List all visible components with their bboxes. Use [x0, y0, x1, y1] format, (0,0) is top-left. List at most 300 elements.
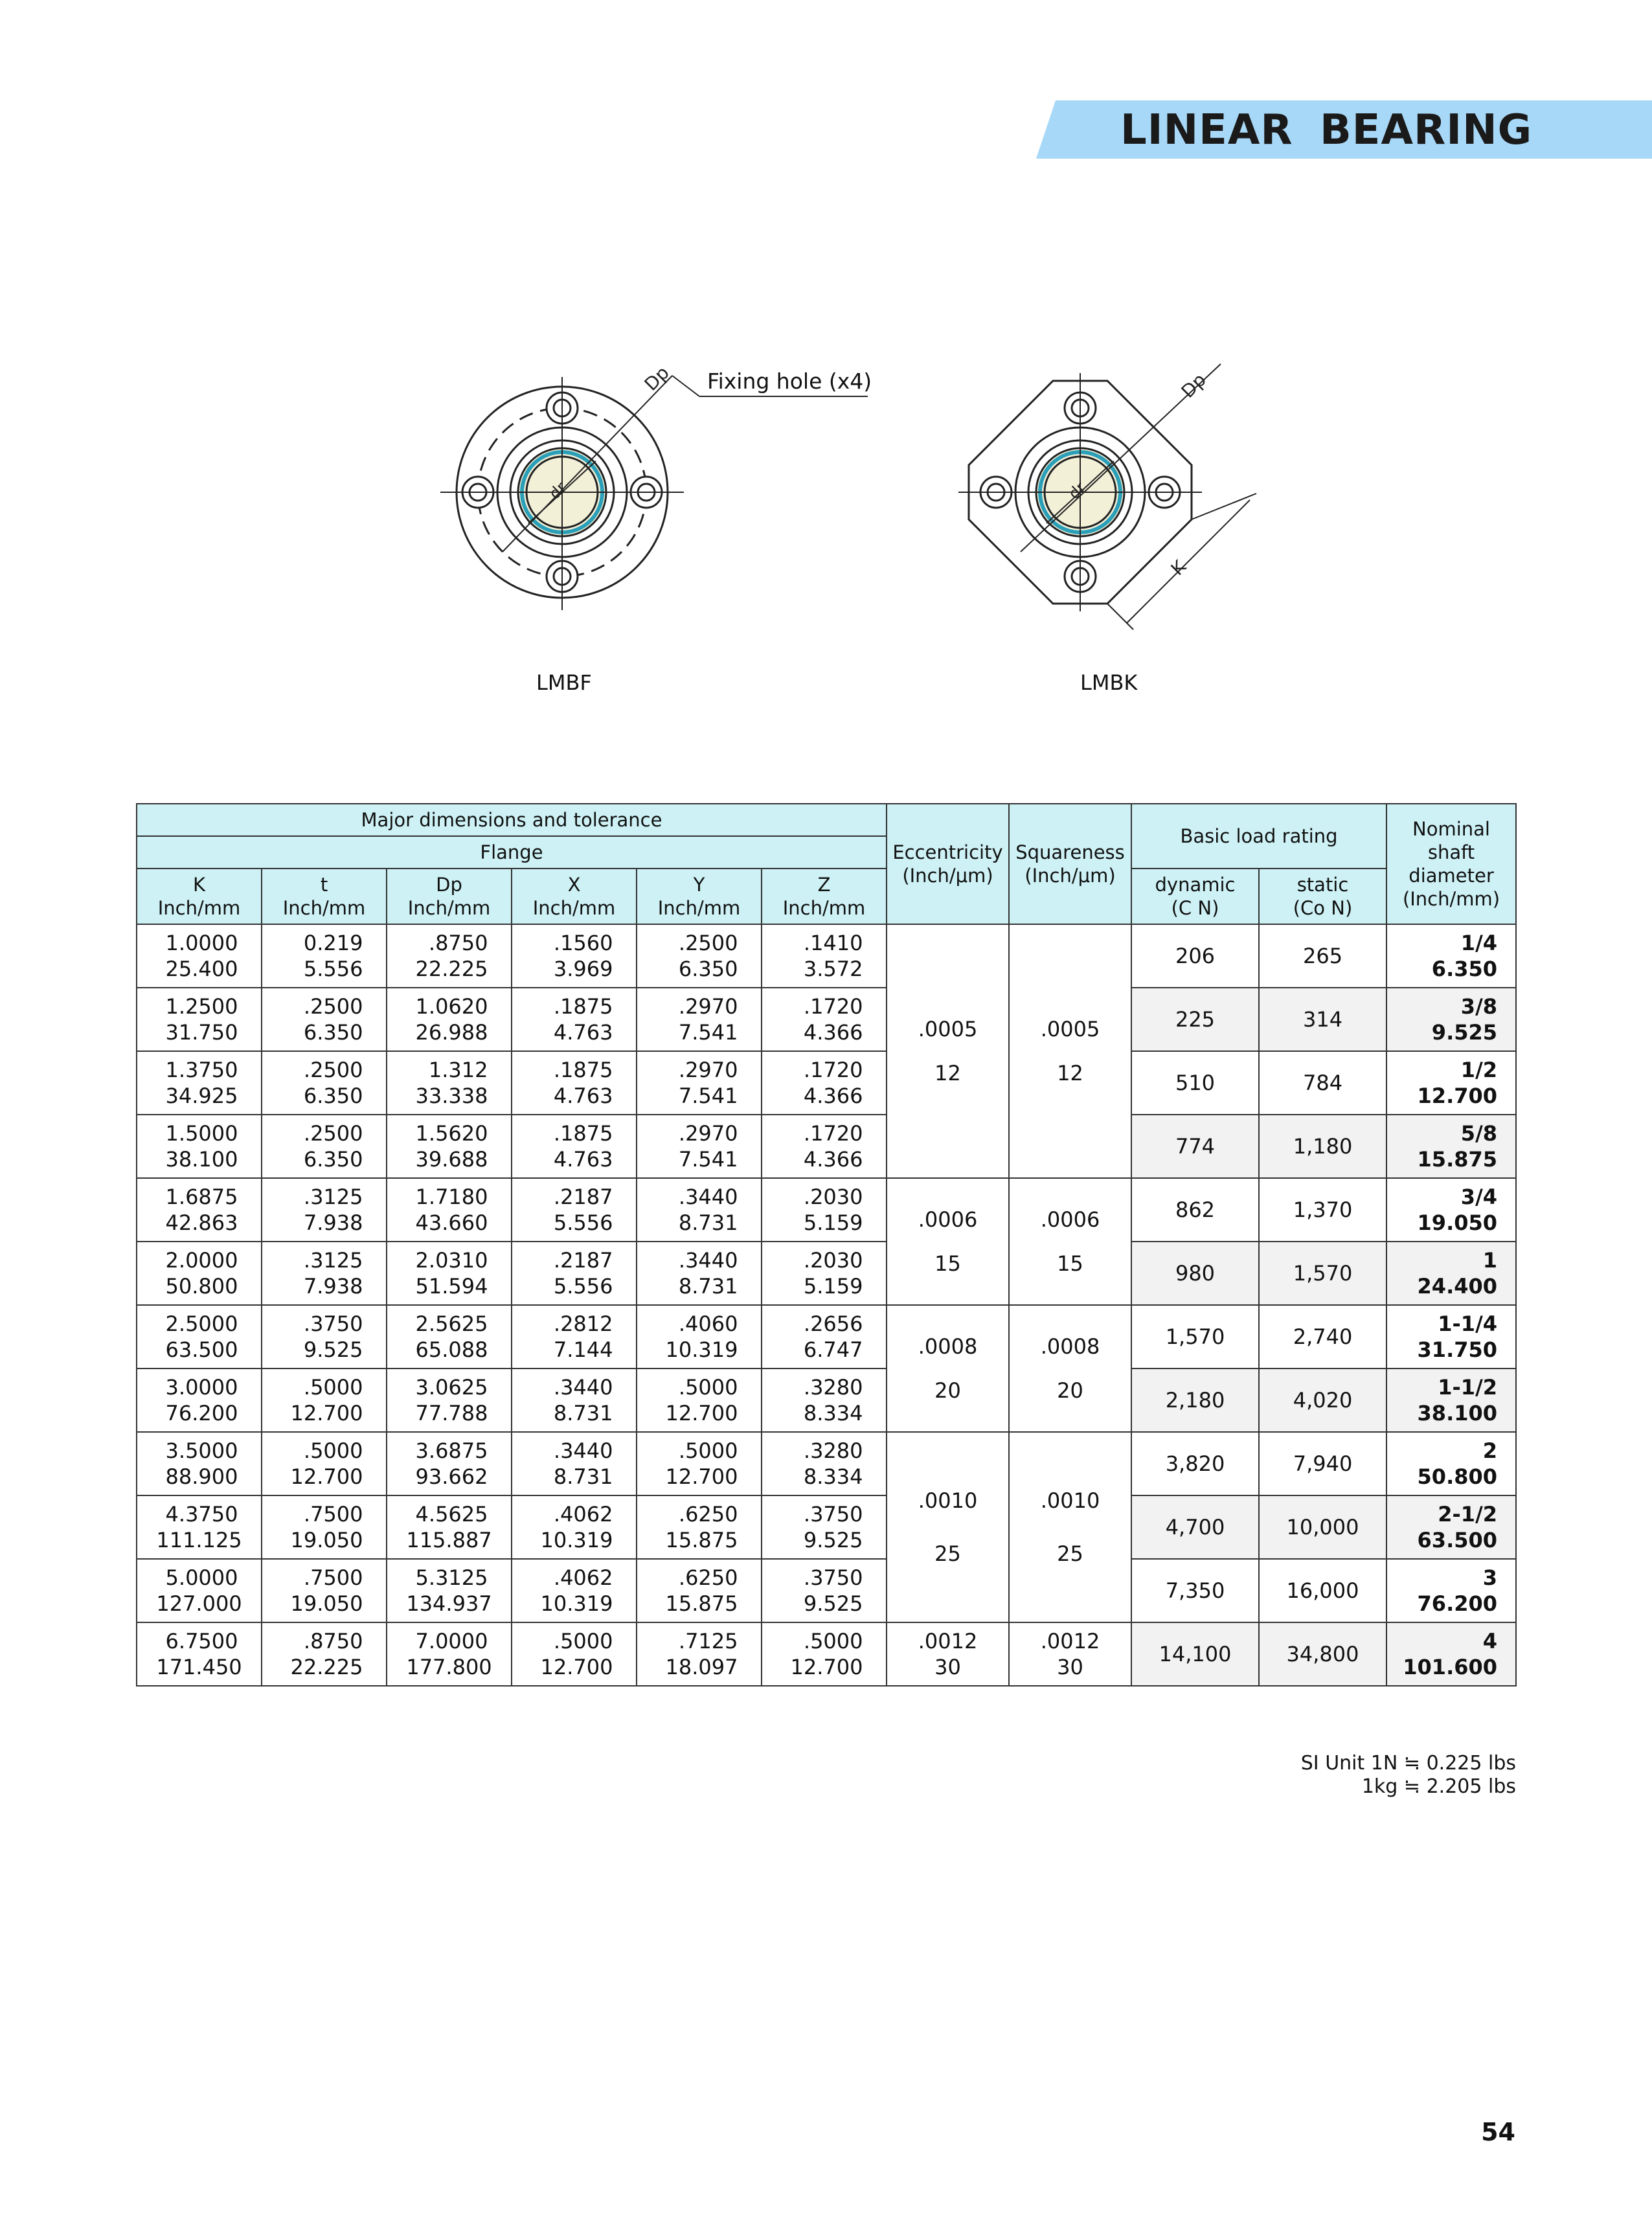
cell-value: 7.144 — [553, 1337, 613, 1362]
cell-x — [512, 1115, 637, 1178]
cell-shaft-diameter — [1386, 1178, 1516, 1242]
cell-static: 1,370 — [1259, 1178, 1386, 1242]
cell-z — [762, 988, 887, 1051]
cell-dp — [387, 1495, 512, 1559]
cell-eccentricity — [887, 1305, 1009, 1432]
cell-value: 19.050 — [290, 1528, 363, 1552]
cell-value: 1.7180 — [415, 1185, 488, 1209]
lmbk-caption: LMBK — [1080, 670, 1138, 695]
cell-squareness — [1009, 1305, 1131, 1432]
cell-x — [512, 1559, 637, 1622]
cell-value: 18.097 — [665, 1655, 738, 1679]
shaft-value: 3 — [1482, 1565, 1498, 1590]
cell-x — [512, 1051, 637, 1115]
cell-value: 12.700 — [790, 1655, 863, 1679]
cell-k — [137, 1622, 262, 1686]
cell-value: 25.400 — [165, 957, 238, 981]
table-row — [137, 1115, 1516, 1178]
cell-y — [637, 988, 762, 1051]
cell-t — [262, 1432, 387, 1495]
cell-value: 3.572 — [803, 957, 863, 981]
cell-value: .3750 — [803, 1565, 863, 1590]
cell-value: .2970 — [678, 994, 738, 1019]
cell-value: 88.900 — [165, 1464, 238, 1489]
cell-static: 314 — [1259, 988, 1386, 1051]
cell-value: .5000 — [553, 1629, 613, 1653]
cell-z — [762, 1051, 887, 1115]
eccentricity-value: 25 — [934, 1541, 961, 1566]
cell-z — [762, 1115, 887, 1178]
eccentricity-value: .0005 — [918, 1017, 978, 1041]
shaft-value: 1-1/2 — [1438, 1375, 1498, 1400]
cell-value: 6.747 — [803, 1337, 863, 1362]
cell-value: 9.525 — [803, 1528, 863, 1552]
major-dimensions-header: Major dimensions and tolerance — [137, 804, 887, 836]
cell-value: 1.6875 — [165, 1185, 238, 1209]
cell-value: 26.988 — [415, 1020, 488, 1045]
cell-value: 134.937 — [406, 1591, 492, 1616]
cell-k — [137, 1369, 262, 1432]
cell-value: .2500 — [303, 1121, 363, 1146]
eccentricity-value: 15 — [934, 1251, 961, 1276]
cell-eccentricity — [887, 924, 1009, 1178]
cell-value: .1720 — [803, 994, 863, 1019]
col-header-dp — [387, 869, 512, 924]
shaft-value: 24.400 — [1417, 1274, 1498, 1299]
eccentricity-value: .0010 — [918, 1488, 978, 1513]
cell-dp — [387, 1305, 512, 1369]
cell-value: 111.125 — [156, 1528, 242, 1552]
col-header-t — [262, 869, 387, 924]
table-row — [137, 924, 1516, 988]
table-row — [137, 1178, 1516, 1242]
squareness-header — [1009, 804, 1131, 924]
cell-value: 5.159 — [803, 1210, 863, 1235]
cell-value: .6250 — [678, 1502, 738, 1527]
cell-dynamic: 3,820 — [1131, 1432, 1259, 1495]
cell-value: .3440 — [678, 1248, 738, 1273]
si-note-line1: SI Unit 1N ≒ 0.225 lbs — [1300, 1752, 1516, 1775]
cell-value: 12.700 — [540, 1655, 613, 1679]
table-header — [137, 804, 1516, 924]
cell-squareness — [1009, 1432, 1131, 1622]
cell-value: 171.450 — [156, 1655, 242, 1679]
cell-value: 9.525 — [303, 1337, 363, 1362]
cell-y — [637, 1369, 762, 1432]
cell-value: .8750 — [428, 931, 488, 955]
cell-value: .3125 — [303, 1248, 363, 1273]
shaft-value: 1/4 — [1460, 931, 1498, 955]
cell-dynamic: 7,350 — [1131, 1559, 1259, 1622]
cell-value: 38.100 — [165, 1147, 238, 1172]
cell-shaft-diameter — [1386, 1369, 1516, 1432]
cell-shaft-diameter — [1386, 1242, 1516, 1305]
shaft-value: 3/8 — [1460, 994, 1498, 1019]
table-row — [137, 1305, 1516, 1369]
cell-eccentricity — [887, 1178, 1009, 1305]
cell-eccentricity — [887, 1622, 1009, 1686]
drawings-area — [414, 350, 1295, 695]
cell-k — [137, 1115, 262, 1178]
shaft-value: 1-1/4 — [1438, 1312, 1498, 1336]
cell-x — [512, 1305, 637, 1369]
cell-value: 6.350 — [678, 957, 738, 981]
cell-value: 10.319 — [665, 1337, 738, 1362]
cell-t — [262, 1622, 387, 1686]
load-rating-header: Basic load rating — [1131, 804, 1386, 869]
cell-dp — [387, 924, 512, 988]
cell-value: .5000 — [303, 1375, 363, 1400]
cell-dynamic: 2,180 — [1131, 1369, 1259, 1432]
cell-value: 8.334 — [803, 1401, 863, 1425]
cell-value: .2500 — [678, 931, 738, 955]
shaft-value: 1/2 — [1460, 1058, 1498, 1082]
cell-x — [512, 988, 637, 1051]
shaft-value: 6.350 — [1431, 957, 1498, 981]
cell-static: 2,740 — [1259, 1305, 1386, 1369]
header-banner — [1036, 100, 1652, 159]
squareness-value: .0008 — [1040, 1334, 1100, 1359]
cell-shaft-diameter — [1386, 1495, 1516, 1559]
cell-value: .3440 — [678, 1185, 738, 1209]
cell-t — [262, 1495, 387, 1559]
cell-dp — [387, 1115, 512, 1178]
cell-value: 8.731 — [678, 1210, 738, 1235]
cell-value: .2187 — [553, 1248, 613, 1273]
cell-value: 3.0000 — [165, 1375, 238, 1400]
squareness-value: 25 — [1057, 1541, 1083, 1566]
table-row — [137, 988, 1516, 1051]
cell-value: 8.731 — [553, 1401, 613, 1425]
cell-y — [637, 1051, 762, 1115]
cell-value: 77.788 — [415, 1401, 488, 1425]
cell-value: .3125 — [303, 1185, 363, 1209]
cell-y — [637, 1495, 762, 1559]
cell-dp — [387, 1622, 512, 1686]
bearing-drawings — [414, 350, 1295, 687]
shaft-value: 2-1/2 — [1438, 1502, 1498, 1527]
cell-value: .3440 — [553, 1375, 613, 1400]
cell-value: 76.200 — [165, 1401, 238, 1425]
cell-shaft-diameter — [1386, 1559, 1516, 1622]
cell-t — [262, 1242, 387, 1305]
col-unit: Inch/mm — [782, 897, 866, 919]
cell-value: 4.763 — [553, 1084, 613, 1108]
cell-value: .3750 — [303, 1312, 363, 1336]
cell-value: .7500 — [303, 1565, 363, 1590]
squareness-value: 20 — [1057, 1378, 1083, 1403]
static-label: static — [1296, 874, 1349, 896]
lmbf-dr-label: dr — [545, 478, 570, 503]
cell-dynamic: 862 — [1131, 1178, 1259, 1242]
cell-value: .1410 — [803, 931, 863, 955]
cell-value: .3750 — [803, 1502, 863, 1527]
cell-dp — [387, 988, 512, 1051]
cell-value: .5000 — [678, 1375, 738, 1400]
page-number: 54 — [1481, 2118, 1515, 2146]
cell-z — [762, 924, 887, 988]
cell-dp — [387, 1559, 512, 1622]
si-unit-note — [1301, 1752, 1516, 1799]
cell-value: 7.0000 — [415, 1629, 488, 1653]
static-unit: (Co N) — [1293, 897, 1353, 919]
cell-value: 8.731 — [553, 1464, 613, 1489]
cell-k — [137, 1051, 262, 1115]
col-name: K — [192, 874, 206, 896]
cell-dp — [387, 1432, 512, 1495]
cell-value: 0.219 — [303, 931, 363, 955]
cell-value: 8.731 — [678, 1274, 738, 1299]
cell-value: 2.5000 — [165, 1312, 238, 1336]
cell-t — [262, 1178, 387, 1242]
cell-value: 177.800 — [406, 1655, 492, 1679]
cell-value: 6.350 — [303, 1020, 363, 1045]
shaft-value: 9.525 — [1431, 1020, 1498, 1045]
squareness-value: .0012 — [1040, 1629, 1100, 1653]
shaft-diameter-header: Nominal shaft diameter (Inch/mm) — [1386, 804, 1516, 924]
cell-value: .7125 — [678, 1629, 738, 1653]
cell-value: .1720 — [803, 1058, 863, 1082]
cell-value: 15.875 — [665, 1591, 738, 1616]
cell-z — [762, 1369, 887, 1432]
cell-static: 1,570 — [1259, 1242, 1386, 1305]
static-header — [1259, 869, 1386, 924]
col-unit: Inch/mm — [282, 897, 366, 919]
cell-static: 1,180 — [1259, 1115, 1386, 1178]
cell-static: 265 — [1259, 924, 1386, 988]
cell-value: 2.5625 — [415, 1312, 488, 1336]
cell-z — [762, 1305, 887, 1369]
cell-value: 39.688 — [415, 1147, 488, 1172]
cell-static: 34,800 — [1259, 1622, 1386, 1686]
lmbk-k-label: K — [1166, 556, 1190, 580]
cell-value: 4.5625 — [415, 1502, 488, 1527]
cell-value: 3.0625 — [415, 1375, 488, 1400]
cell-k — [137, 1242, 262, 1305]
col-header-z — [762, 869, 887, 924]
cell-value: .3280 — [803, 1375, 863, 1400]
cell-value: .2812 — [553, 1312, 613, 1336]
cell-static: 784 — [1259, 1051, 1386, 1115]
table-row — [137, 1622, 1516, 1686]
dynamic-label: dynamic — [1155, 874, 1236, 896]
cell-x — [512, 1622, 637, 1686]
cell-value: 5.556 — [553, 1274, 613, 1299]
eccentricity-value: 30 — [934, 1655, 961, 1679]
cell-dp — [387, 1242, 512, 1305]
cell-dynamic: 1,570 — [1131, 1305, 1259, 1369]
cell-value: 6.7500 — [165, 1629, 238, 1653]
spec-table — [136, 803, 1517, 1687]
cell-k — [137, 1495, 262, 1559]
cell-value: 1.5620 — [415, 1121, 488, 1146]
cell-value: 1.3750 — [165, 1058, 238, 1082]
eccentricity-value: .0008 — [918, 1334, 978, 1359]
cell-x — [512, 1178, 637, 1242]
col-unit: Inch/mm — [157, 897, 241, 919]
cell-k — [137, 1432, 262, 1495]
table-body — [137, 924, 1516, 1686]
cell-t — [262, 988, 387, 1051]
eccentricity-value: 12 — [934, 1061, 961, 1085]
flange-header: Flange — [137, 836, 887, 869]
cell-value: 43.660 — [415, 1210, 488, 1235]
cell-value: 5.3125 — [415, 1565, 488, 1590]
cell-y — [637, 1178, 762, 1242]
col-name: Z — [817, 874, 831, 896]
cell-value: .1875 — [553, 1121, 613, 1146]
shaft-value: 63.500 — [1417, 1528, 1498, 1552]
eccentricity-value: .0006 — [918, 1207, 978, 1232]
fixing-hole-callout: Fixing hole (x4) — [707, 369, 872, 394]
cell-squareness — [1009, 1622, 1131, 1686]
col-unit: Inch/mm — [657, 897, 741, 919]
cell-value: 4.366 — [803, 1020, 863, 1045]
cell-value: .2030 — [803, 1248, 863, 1273]
squareness-value: 12 — [1057, 1061, 1083, 1085]
cell-dynamic: 4,700 — [1131, 1495, 1259, 1559]
squareness-unit: (Inch/μm) — [1024, 865, 1116, 887]
cell-shaft-diameter — [1386, 1432, 1516, 1495]
eccentricity-value: .0012 — [918, 1629, 978, 1653]
cell-value: 3.6875 — [415, 1438, 488, 1463]
cell-value: 1.312 — [428, 1058, 488, 1082]
cell-value: 4.3750 — [165, 1502, 238, 1527]
cell-value: 2.0000 — [165, 1248, 238, 1273]
lmbk-drawing — [958, 364, 1256, 630]
cell-y — [637, 1242, 762, 1305]
cell-value: 1.5000 — [165, 1121, 238, 1146]
cell-value: 22.225 — [415, 957, 488, 981]
si-note-line2: 1kg ≒ 2.205 lbs — [1361, 1775, 1516, 1798]
cell-value: 7.541 — [678, 1020, 738, 1045]
cell-value: .4060 — [678, 1312, 738, 1336]
cell-value: 6.350 — [303, 1147, 363, 1172]
cell-value: 12.700 — [665, 1464, 738, 1489]
cell-value: 93.662 — [415, 1464, 488, 1489]
cell-value: 51.594 — [415, 1274, 488, 1299]
squareness-value: 15 — [1057, 1251, 1083, 1276]
cell-value: 3.969 — [553, 957, 613, 981]
cell-value: 10.319 — [540, 1591, 613, 1616]
table-row — [137, 1432, 1516, 1495]
cell-value: 3.5000 — [165, 1438, 238, 1463]
cell-value: 5.0000 — [165, 1565, 238, 1590]
cell-x — [512, 1369, 637, 1432]
shaft-value: 4 — [1482, 1629, 1498, 1653]
cell-z — [762, 1178, 887, 1242]
cell-shaft-diameter — [1386, 988, 1516, 1051]
cell-value: .2500 — [303, 1058, 363, 1082]
lmbf-caption: LMBF — [536, 670, 592, 695]
cell-k — [137, 924, 262, 988]
cell-y — [637, 1432, 762, 1495]
cell-static: 10,000 — [1259, 1495, 1386, 1559]
cell-value: .2030 — [803, 1185, 863, 1209]
cell-value: 5.556 — [303, 957, 363, 981]
cell-value: 7.938 — [303, 1210, 363, 1235]
cell-value: 4.366 — [803, 1147, 863, 1172]
cell-value: .4062 — [553, 1502, 613, 1527]
table-row — [137, 1242, 1516, 1305]
eccentricity-label: Eccentricity — [892, 841, 1003, 863]
cell-value: 12.700 — [290, 1464, 363, 1489]
cell-static: 16,000 — [1259, 1559, 1386, 1622]
table-row — [137, 1051, 1516, 1115]
cell-value: 115.887 — [406, 1528, 492, 1552]
cell-t — [262, 1051, 387, 1115]
cell-value: .8750 — [303, 1629, 363, 1653]
eccentricity-header — [887, 804, 1009, 924]
table-row — [137, 1369, 1516, 1432]
cell-value: 2.0310 — [415, 1248, 488, 1273]
cell-x — [512, 1495, 637, 1559]
shaft-value: 1 — [1482, 1248, 1498, 1273]
col-name: t — [320, 874, 328, 896]
cell-dynamic: 980 — [1131, 1242, 1259, 1305]
cell-value: 7.541 — [678, 1084, 738, 1108]
squareness-label: Squareness — [1015, 841, 1125, 863]
col-unit: Inch/mm — [407, 897, 491, 919]
cell-shaft-diameter — [1386, 1305, 1516, 1369]
cell-value: .5000 — [303, 1438, 363, 1463]
cell-value: .2970 — [678, 1058, 738, 1082]
cell-value: 12.700 — [665, 1401, 738, 1425]
col-unit: Inch/mm — [532, 897, 616, 919]
cell-value: 63.500 — [165, 1337, 238, 1362]
cell-shaft-diameter — [1386, 924, 1516, 988]
cell-z — [762, 1495, 887, 1559]
cell-value: 7.938 — [303, 1274, 363, 1299]
shaft-value: 15.875 — [1417, 1147, 1498, 1172]
cell-t — [262, 1559, 387, 1622]
cell-value: .2970 — [678, 1121, 738, 1146]
cell-value: 7.541 — [678, 1147, 738, 1172]
cell-value: 1.0620 — [415, 994, 488, 1019]
cell-value: .5000 — [803, 1629, 863, 1653]
squareness-value: .0006 — [1040, 1207, 1100, 1232]
cell-value: 8.334 — [803, 1464, 863, 1489]
cell-value: .1875 — [553, 994, 613, 1019]
cell-x — [512, 1242, 637, 1305]
cell-value: .7500 — [303, 1502, 363, 1527]
cell-dynamic: 206 — [1131, 924, 1259, 988]
cell-x — [512, 1432, 637, 1495]
cell-k — [137, 1178, 262, 1242]
squareness-value: .0005 — [1040, 1017, 1100, 1041]
dynamic-unit: (C N) — [1171, 897, 1219, 919]
lmbk-dr-label: dr — [1065, 478, 1089, 503]
col-header-x — [512, 869, 637, 924]
cell-value: 22.225 — [290, 1655, 363, 1679]
shaft-value: 76.200 — [1417, 1591, 1498, 1616]
cell-value: 4.763 — [553, 1147, 613, 1172]
lmbk-dp-label: Dp — [1177, 369, 1210, 402]
cell-x — [512, 924, 637, 988]
cell-value: 65.088 — [415, 1337, 488, 1362]
lmbf-dp-label: Dp — [640, 361, 673, 395]
cell-value: 15.875 — [665, 1528, 738, 1552]
cell-value: 19.050 — [290, 1591, 363, 1616]
cell-value: .1720 — [803, 1121, 863, 1146]
cell-dp — [387, 1051, 512, 1115]
cell-y — [637, 1622, 762, 1686]
cell-value: 4.763 — [553, 1020, 613, 1045]
cell-value: .2500 — [303, 994, 363, 1019]
cell-dynamic: 14,100 — [1131, 1622, 1259, 1686]
cell-value: .5000 — [678, 1438, 738, 1463]
cell-t — [262, 1115, 387, 1178]
